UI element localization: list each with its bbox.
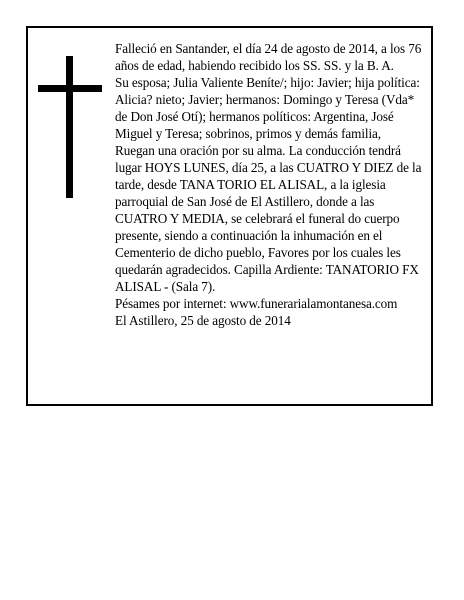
condolences-website: Pésames por internet: www.funerarialamontanesa.com — [115, 296, 398, 311]
funeral-details: Ruegan una oración por su alma. La conducción tendrá lugar HOYS LUNES, día 25, a las CUATRO Y DIEZ de la tarde, desde TANA TORIO EL ALISAL, a la iglesia parroquial de San José de El Astillero, donde a las CUATRO Y MEDIA, se celebrará el funeral do cuerpo presente, siendo a continuación la inhumación en el Cementerio de dicho pueblo, Favores por los cuales les quedarán agradecidos. Capilla Ardiente: TANATORIO FX ALISAL - (Sala 7). — [115, 143, 422, 294]
cross-vertical-bar — [66, 56, 73, 198]
notice-body — [115, 40, 427, 329]
family-list: Su esposa; Julia Valiente Beníte/; hijo: Javier; hija política: Alicia? nieto; Javier; hermanos: Domingo y Teresa (Vda* de Don José Otí); hermanos políticos: Argentina, José Miguel y Teresa; sobrinos, primos y demás familia, — [115, 75, 420, 141]
latin-cross-icon — [38, 56, 102, 198]
obituary-notice — [26, 26, 433, 406]
death-announcement: Falleció en Santander, el día 24 de agosto de 2014, a los 76 años de edad, habiendo recibido los SS. SS. y la B. A. — [115, 41, 422, 73]
place-and-date: El Astillero, 25 de agosto de 2014 — [115, 313, 291, 328]
cross-horizontal-bar — [38, 85, 102, 92]
